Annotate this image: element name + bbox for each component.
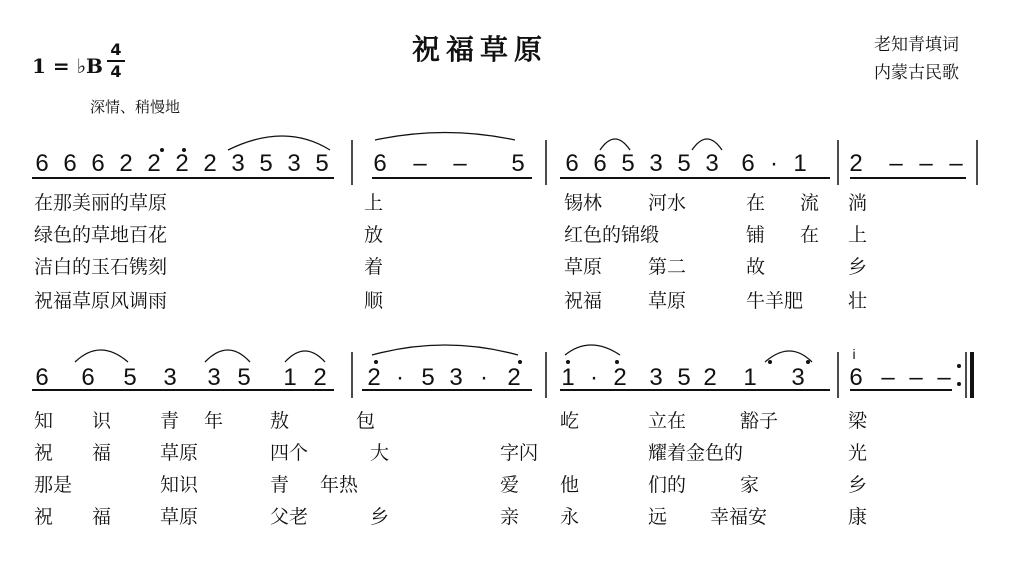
jianpu-note: ·: [396, 364, 404, 391]
meter-bottom: 4: [110, 62, 122, 81]
jianpu-note: 6: [35, 364, 49, 391]
lyric-r2-l1-j: 梁: [848, 410, 868, 432]
lyric-r2-l1-e: 敖: [270, 410, 290, 432]
lyric-r2-l3-i: 乡: [848, 474, 868, 496]
jianpu-note: 3: [649, 150, 663, 177]
lyric-r2-l4-b: 福: [92, 506, 112, 528]
lyric-r2-l2-f: 字闪: [500, 442, 539, 464]
lyric-r1-l4-e: 牛羊肥: [746, 290, 804, 312]
jianpu-note: 2: [613, 364, 627, 391]
lyric-r2-l1-f: 包: [356, 410, 376, 432]
jianpu-note: 5: [315, 150, 329, 177]
origin-credit: 内蒙古民歌: [874, 63, 959, 83]
jianpu-note: 1: [283, 364, 297, 391]
jianpu-note: 6: [593, 150, 607, 177]
jianpu-note: 1: [743, 364, 757, 391]
jianpu-note: 3: [287, 150, 301, 177]
lyric-r2-l4-i: 幸福安: [710, 506, 768, 528]
slur: [765, 351, 812, 362]
jianpu-note: 6: [63, 150, 77, 177]
lyric-r2-l1-h: 立在: [648, 410, 687, 432]
jianpu-note: 2: [119, 150, 133, 177]
jianpu-note: 1: [561, 364, 575, 391]
lyric-r2-l2-b: 福: [92, 442, 112, 464]
jianpu-note: 2: [703, 364, 717, 391]
jianpu-note: 1: [793, 150, 807, 177]
jianpu-note: 3: [705, 150, 719, 177]
lyric-r1-l2-c: 红色的锦缎: [564, 224, 660, 246]
slur: [375, 133, 515, 141]
lyric-r1-l3-d: 第二: [648, 256, 687, 278]
jianpu-note: 6: [91, 150, 105, 177]
lyric-r1-l1-e: 在: [746, 192, 766, 214]
repeat-dot: [957, 364, 961, 368]
lyric-r2-l1-a: 知: [34, 410, 54, 432]
key-signature: 1 = ♭B: [32, 54, 103, 78]
lyric-r2-l2-g: 耀着金色的: [648, 442, 744, 464]
jianpu-note: 2: [849, 150, 863, 177]
lyric-r1-l3-c: 草原: [564, 256, 603, 278]
lyric-r1-l4-f: 壮: [848, 290, 868, 312]
jianpu-note: –: [937, 364, 951, 391]
repeat-dot: [957, 382, 961, 386]
jianpu-note: ·: [770, 150, 778, 177]
lyric-r2-l4-f: 亲: [500, 506, 520, 528]
lyric-r2-l4-d: 父老: [270, 506, 309, 528]
lyric-r2-l4-h: 远: [648, 506, 668, 528]
lyric-r2-l3-d: 年热: [320, 474, 359, 496]
lyric-r1-l4-d: 草原: [648, 290, 687, 312]
jianpu-note: 6: [849, 364, 863, 391]
lyric-r2-l4-g: 永: [560, 506, 580, 528]
lyric-r1-l2-b: 放: [364, 224, 384, 246]
song-title: 祝福草原: [412, 33, 549, 66]
jianpu-note: 2: [313, 364, 327, 391]
jianpu-note: –: [949, 150, 963, 177]
lyric-r1-l2-d: 铺: [746, 224, 766, 246]
jianpu-note: –: [909, 364, 923, 391]
jianpu-note: 3: [207, 364, 221, 391]
lyric-r2-l4-j: 康: [848, 506, 868, 528]
jianpu-note: 5: [677, 364, 691, 391]
lyricist-credit: 老知青填词: [874, 35, 959, 55]
jianpu-note: 3: [449, 364, 463, 391]
jianpu-note: 6: [565, 150, 579, 177]
jianpu-note: 6: [373, 150, 387, 177]
lyric-r2-l2-e: 大: [370, 442, 390, 464]
lyric-r2-l2-c: 草原: [160, 442, 199, 464]
jianpu-note: 2: [203, 150, 217, 177]
lyric-r1-l1-f: 流: [800, 192, 820, 214]
lyric-r2-l3-a: 那是: [34, 474, 73, 496]
octave-dot: [768, 360, 772, 364]
lyric-r1-l4-b: 顺: [364, 290, 384, 312]
jianpu-note: 5: [621, 150, 635, 177]
lyric-r2-l1-c: 青: [160, 410, 180, 432]
lyric-r1-l4-c: 祝福: [564, 290, 603, 312]
jianpu-note: ·: [590, 364, 598, 391]
jianpu-note: 2: [175, 150, 189, 177]
jianpu-note: –: [889, 150, 903, 177]
slur: [228, 136, 330, 150]
lyric-r1-l3-a: 洁白的玉石镌刻: [34, 256, 168, 278]
lyric-r2-l1-d: 年: [204, 410, 224, 432]
jianpu-note: 3: [231, 150, 245, 177]
jianpu-note: –: [413, 150, 427, 177]
lyric-r2-l4-c: 草原: [160, 506, 199, 528]
lyric-r2-l2-d: 四个: [270, 442, 309, 464]
lyric-r1-l1-g: 淌: [848, 192, 868, 214]
lyric-r1-l3-f: 乡: [848, 256, 868, 278]
lyric-r2-l4-e: 乡: [370, 506, 390, 528]
jianpu-note: 5: [421, 364, 435, 391]
tempo-marking: 深情、稍慢地: [90, 98, 181, 116]
lyric-r2-l2-h: 光: [848, 442, 868, 464]
lyric-r1-l1-b: 上: [364, 192, 384, 214]
jianpu-note: 6: [741, 150, 755, 177]
lyric-r1-l3-e: 故: [746, 256, 766, 278]
slur: [692, 139, 722, 150]
jianpu-note: 2: [507, 364, 521, 391]
lyric-r2-l3-e: 爱: [500, 474, 520, 496]
lyric-r2-l1-g: 屹: [560, 410, 580, 432]
lyric-r1-l2-a: 绿色的草地百花: [34, 224, 168, 246]
slur: [285, 351, 325, 362]
lyric-r2-l2-a: 祝: [34, 442, 54, 464]
lyric-r1-l2-f: 上: [848, 224, 868, 246]
lyric-r1-l1-c: 锡林: [564, 192, 603, 214]
jianpu-note: 2: [367, 364, 381, 391]
jianpu-note: 2: [147, 150, 161, 177]
jianpu-note: 6: [81, 364, 95, 391]
lyric-r1-l3-b: 着: [364, 256, 384, 278]
lyric-r1-l1-d: 河水: [648, 192, 687, 214]
lyric-r2-l3-c: 青: [270, 474, 290, 496]
jianpu-note: –: [453, 150, 467, 177]
slur: [205, 350, 250, 362]
jianpu-note: 6: [35, 150, 49, 177]
jianpu-note: –: [881, 364, 895, 391]
jianpu-note: 5: [511, 150, 525, 177]
jianpu-note: ·: [480, 364, 488, 391]
grace-note: i: [852, 346, 856, 362]
meter-top: 4: [110, 40, 122, 59]
jianpu-note: 5: [237, 364, 251, 391]
lyric-r2-l1-b: 识: [92, 410, 112, 432]
jianpu-note: 3: [163, 364, 177, 391]
lyric-r2-l3-g: 们的: [648, 474, 687, 496]
slur: [372, 345, 518, 355]
slur: [75, 350, 128, 362]
slur: [565, 345, 620, 355]
lyric-r1-l4-a: 祝福草原风调雨: [34, 290, 168, 312]
octave-dot: [806, 360, 810, 364]
slur: [600, 139, 630, 150]
lyric-r2-l3-h: 家: [740, 474, 760, 496]
jianpu-note: 3: [649, 364, 663, 391]
lyric-r2-l1-i: 豁子: [740, 410, 779, 432]
lyric-r2-l3-b: 知识: [160, 474, 199, 496]
jianpu-note: 5: [123, 364, 137, 391]
jianpu-note: 5: [259, 150, 273, 177]
lyric-r1-l2-e: 在: [800, 224, 820, 246]
lyric-r2-l4-a: 祝: [34, 506, 54, 528]
jianpu-note: –: [919, 150, 933, 177]
jianpu-note: 5: [677, 150, 691, 177]
lyric-r2-l3-f: 他: [560, 474, 580, 496]
jianpu-note: 3: [791, 364, 805, 391]
lyric-r1-l1-a: 在那美丽的草原: [34, 192, 168, 214]
